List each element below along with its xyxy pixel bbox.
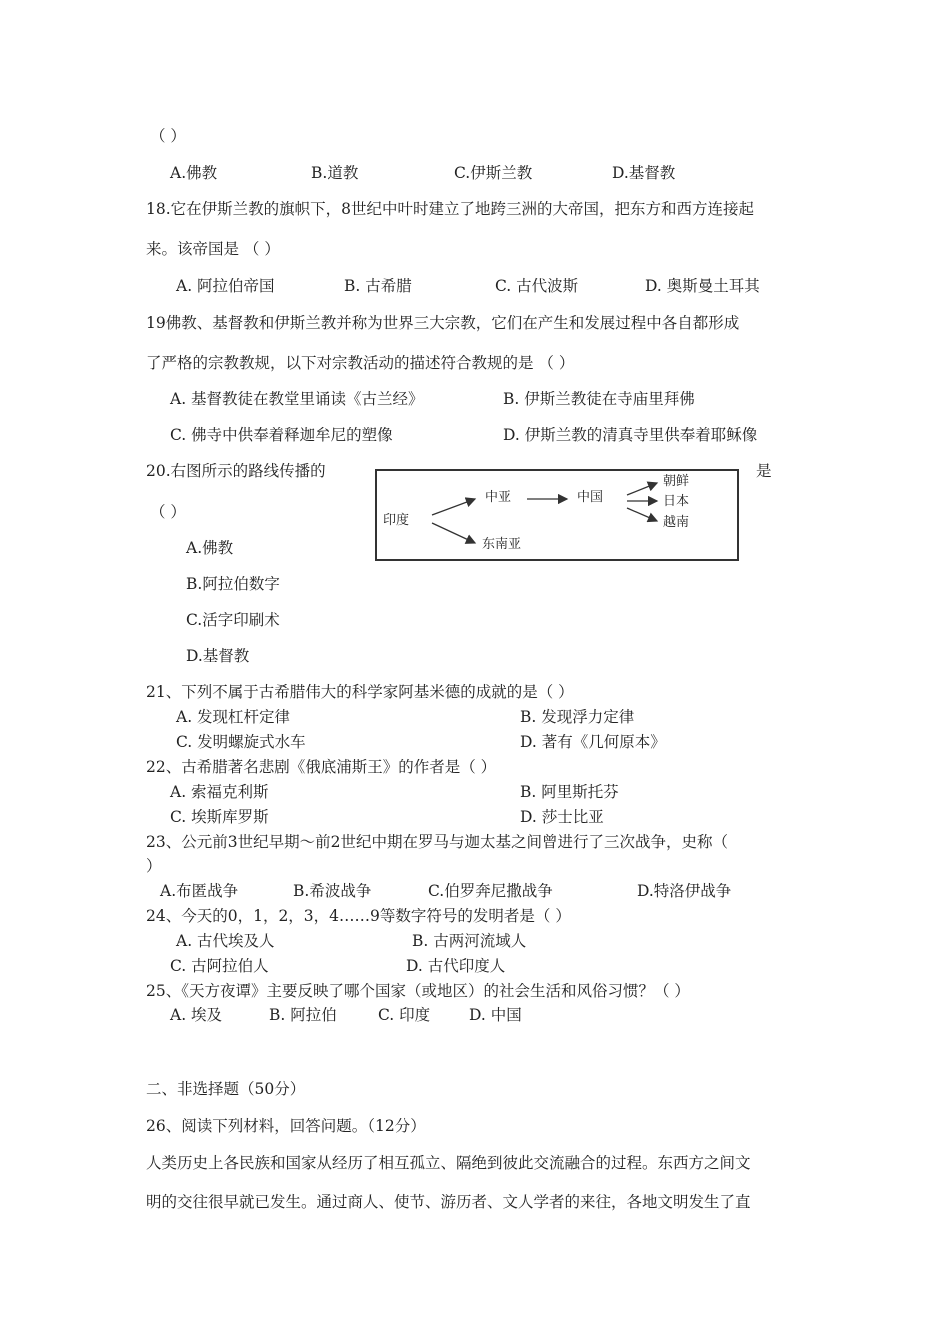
q20-stem-tail: 是 [756,462,772,480]
q17-option-d: D.基督教 [612,164,676,182]
q23-stem-line1: 23、公元前3世纪早期～前2世纪中期在罗马与迦太基之间曾进行了三次战争，史称（ [146,833,728,851]
q17-answer-paren: （ ） [150,127,186,145]
q23-option-a: A.布匿战争 [160,882,239,900]
q17-option-b: B.道教 [311,164,359,182]
q18-stem-line2: 来。该帝国是 （ ） [146,240,280,258]
q19-option-c: C. 佛寺中供奉着释迦牟尼的塑像 [170,426,393,444]
q20-option-a: A.佛教 [186,539,234,557]
q20-option-b: B.阿拉伯数字 [186,575,280,593]
q17-option-a: A.佛教 [170,164,218,182]
q22-stem: 22、古希腊著名悲剧《俄底浦斯王》的作者是（ ） [146,758,497,776]
q26-stem: 26、阅读下列材料，回答问题。（12分） [146,1117,426,1135]
q25-option-d: D. 中国 [469,1006,522,1024]
q22-option-a: A. 索福克利斯 [170,783,269,801]
q18-option-c: C. 古代波斯 [495,277,579,295]
q19-option-d: D. 伊斯兰教的清真寺里供奉着耶稣像 [503,426,758,444]
node-india: 印度 [383,513,410,528]
node-southeast-asia: 东南亚 [482,537,522,552]
material-paragraph-line2: 明的交往很早就已发生。通过商人、使节、游历者、文人学者的来往，各地文明发生了直 [146,1193,751,1211]
q22-option-b: B. 阿里斯托芬 [520,783,619,801]
arrow-china-korea [627,483,657,495]
q24-option-b: B. 古两河流域人 [412,932,527,950]
arrow-india-central-asia [432,499,475,515]
q23-option-c: C.伯罗奔尼撒战争 [428,882,553,900]
q18-stem-line1: 18.它在伊斯兰教的旗帜下，8世纪中叶时建立了地跨三洲的大帝国，把东方和西方连接起 [146,200,755,218]
arrow-china-vietnam [627,508,657,521]
q19-option-a: A. 基督教徒在教堂里诵读《古兰经》 [170,390,424,408]
q19-stem-line2: 了严格的宗教教规，以下对宗教活动的描述符合教规的是 （ ） [146,354,575,372]
node-korea: 朝鲜 [663,474,690,489]
q21-option-b: B. 发现浮力定律 [520,708,635,726]
q20-option-c: C.活字印刷术 [186,611,280,629]
node-china: 中国 [577,490,604,505]
material-paragraph-line1: 人类历史上各民族和国家从经历了相互孤立、隔绝到彼此交流融合的过程。东西方之间文 [146,1154,751,1172]
q24-option-c: C. 古阿拉伯人 [170,957,269,975]
q24-option-a: A. 古代埃及人 [176,932,275,950]
arrow-india-se-asia [432,523,475,543]
q21-option-a: A. 发现杠杆定律 [176,708,291,726]
q25-option-a: A. 埃及 [170,1006,223,1024]
q25-stem: 25、《天方夜谭》主要反映了哪个国家（或地区）的社会生活和风俗习惯？（ ） [146,982,690,1000]
node-vietnam: 越南 [663,515,690,530]
q19-option-b: B. 伊斯兰教徒在寺庙里拜佛 [503,390,695,408]
q21-option-d: D. 著有《几何原本》 [520,733,666,751]
q25-option-c: C. 印度 [378,1006,431,1024]
q23-stem-line2: ） [146,857,162,875]
section-heading: 二、非选择题（50分） [146,1080,306,1098]
q20-stem: 20.右图所示的路线传播的 [146,462,326,480]
q20-answer-paren: （ ） [150,503,186,521]
spread-route-diagram [375,469,739,561]
q21-option-c: C. 发明螺旋式水车 [176,733,306,751]
q23-option-d: D.特洛伊战争 [637,882,732,900]
q23-option-b: B.希波战争 [293,882,372,900]
q18-option-d: D. 奥斯曼土耳其 [645,277,760,295]
q24-stem: 24、今天的0，1，2，3，4……9等数字符号的发明者是（ ） [146,907,571,925]
q18-option-b: B. 古希腊 [344,277,412,295]
q19-stem-line1: 19佛教、基督教和伊斯兰教并称为世界三大宗教，它们在产生和发展过程中各自都形成 [146,314,740,332]
q17-option-c: C.伊斯兰教 [454,164,533,182]
q21-stem: 21、下列不属于古希腊伟大的科学家阿基米德的成就的是（ ） [146,683,574,701]
q25-option-b: B. 阿拉伯 [269,1006,337,1024]
node-central-asia: 中亚 [485,490,512,505]
q24-option-d: D. 古代印度人 [406,957,506,975]
q22-option-d: D. 莎士比亚 [520,808,604,826]
q20-option-d: D.基督教 [186,647,250,665]
q18-option-a: A. 阿拉伯帝国 [176,277,275,295]
node-japan: 日本 [663,494,690,509]
q22-option-c: C. 埃斯库罗斯 [170,808,269,826]
